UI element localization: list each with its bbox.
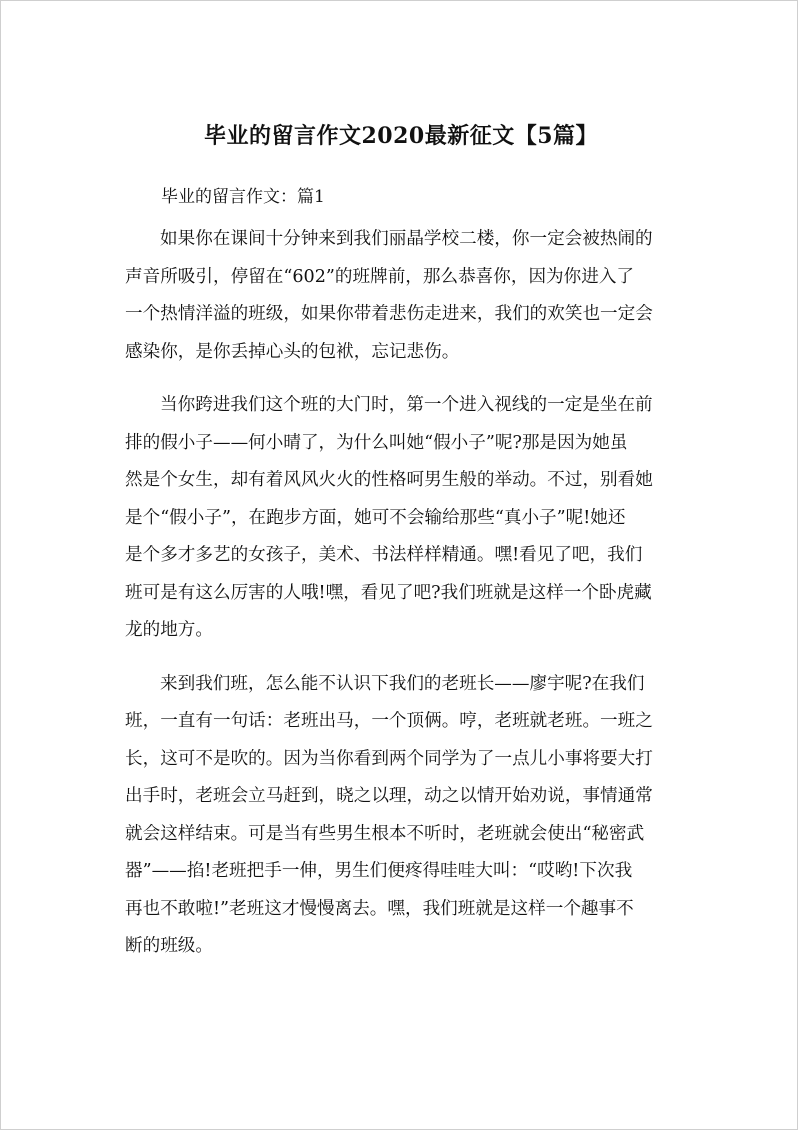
paragraph-line: 是个“假小子”，在跑步方面，她可不会输给那些“真小子”呢!她还: [125, 507, 626, 528]
paragraph-line: 声音所吸引，停留在“602”的班牌前，那么恭喜你，因为你进入了: [125, 266, 635, 287]
paragraph-line: 班，一直有一句话：老班出马，一个顶俩。哼，老班就老班。一班之: [125, 711, 653, 731]
document-title: 毕业的留言作文2020最新征文【5篇】: [203, 123, 599, 149]
paragraph-line: 来到我们班，怎么能不认识下我们的老班长——廖宇呢?在我们: [160, 673, 645, 694]
paragraph-2: [125, 387, 691, 650]
paragraph-line: 排的假小子——何小晴了，为什么叫她“假小子”呢?那是因为她虽: [125, 432, 628, 453]
paragraph-3: [125, 666, 691, 966]
document-body: [125, 221, 691, 982]
paragraph-line: 是个多才多艺的女孩子，美术、书法样样精通。嘿!看见了吧，我们: [125, 545, 643, 565]
section-heading: 毕业的留言作文：篇1: [161, 187, 325, 207]
paragraph-line: 龙的地方。: [125, 620, 213, 640]
paragraph-line: 然是个女生，却有着风风火火的性格呵男生般的举动。不过，别看她: [125, 470, 653, 490]
paragraph-1: [125, 221, 691, 371]
paragraph-line: 当你跨进我们这个班的大门时，第一个进入视线的一定是坐在前: [160, 395, 653, 415]
paragraph-line: 器”——掐!老班把手一伸，男生们便疼得哇哇大叫：“哎哟!下次我: [125, 861, 633, 881]
paragraph-line: 就会这样结束。可是当有些男生根本不听时，老班就会使出“秘密武: [125, 823, 645, 844]
paragraph-line: 班可是有这么厉害的人哦!嘿，看见了吧?我们班就是这样一个卧虎藏: [125, 582, 652, 603]
paragraph-line: 感染你，是你丢掉心头的包袱，忘记悲伤。: [125, 341, 460, 362]
paragraph-line: 出手时，老班会立马赶到，晓之以理，动之以情开始劝说，事情通常: [125, 786, 653, 806]
paragraph-line: 一个热情洋溢的班级，如果你带着悲伤走进来，我们的欢笑也一定会: [125, 304, 653, 324]
paragraph-line: 长，这可不是吹的。因为当你看到两个同学为了一点儿小事将要大打: [125, 748, 653, 769]
paragraph-line: 再也不敢啦!”老班这才慢慢离去。嘿，我们班就是这样一个趣事不: [125, 898, 634, 919]
paragraph-line: 断的班级。: [125, 936, 213, 956]
paragraph-line: 如果你在课间十分钟来到我们丽晶学校二楼，你一定会被热闹的: [160, 229, 653, 249]
